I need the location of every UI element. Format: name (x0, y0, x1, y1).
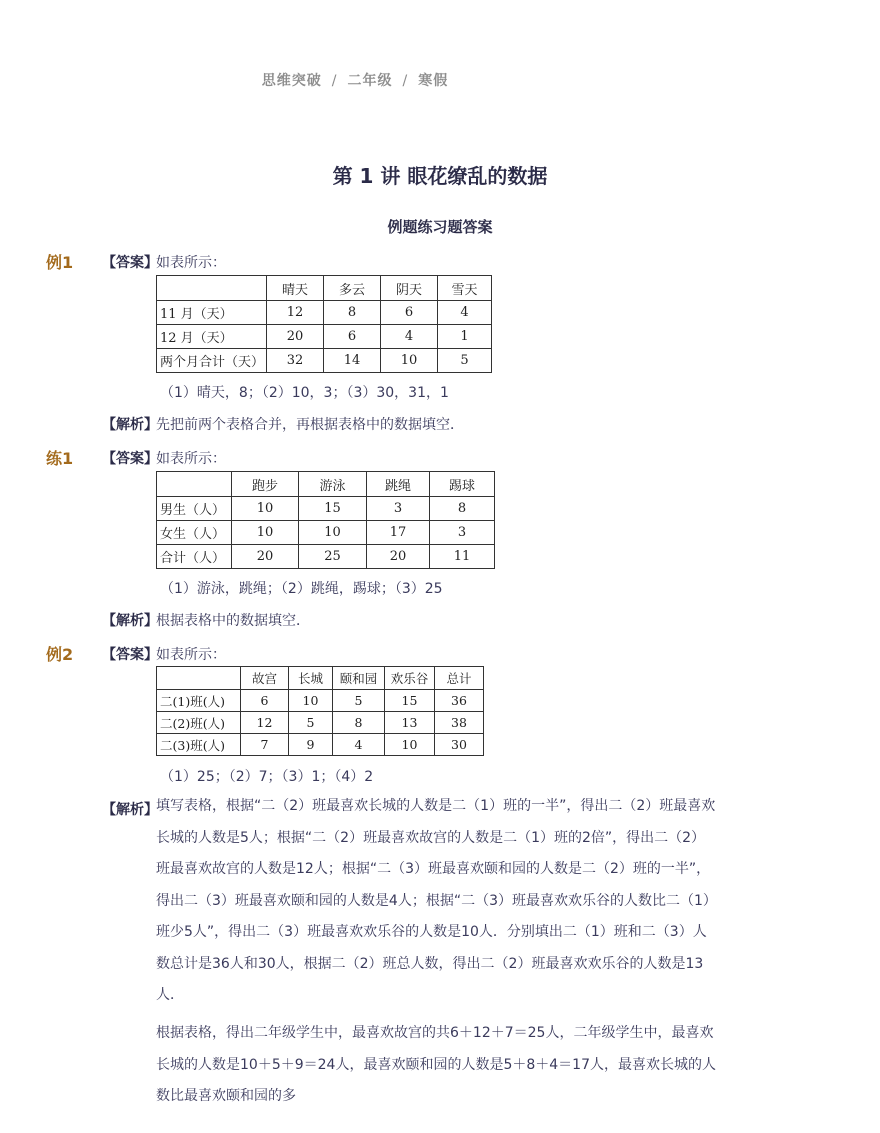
breadcrumb-separator: / (402, 73, 409, 89)
table-header-row (157, 472, 495, 497)
table-cell: 10 (289, 690, 333, 712)
table-header-cell: 颐和园 (333, 667, 385, 690)
analysis-paragraph-2: 根据表格，得出二年级学生中，最喜欢故宫的共6＋12＋7＝25人，二年级学生中，最喜欢长城的人数是10＋5＋9＝24人，最喜欢颐和园的人数是5＋8＋4＝17人，最喜欢长城的人数比最喜欢颐和园的多 (156, 1025, 716, 1104)
table-cell: 15 (385, 690, 435, 712)
table-row-head: 二(2)班(人) (157, 712, 241, 734)
table-header-cell: 跳绳 (367, 472, 430, 497)
table-row (157, 521, 495, 545)
table-row-head: 男生（人） (157, 497, 232, 521)
table-cell: 8 (324, 301, 381, 325)
answer-tag: 【答案】 (102, 647, 158, 663)
table-cell: 8 (333, 712, 385, 734)
table-cell: 10 (381, 349, 438, 373)
table-cell: 14 (324, 349, 381, 373)
table-row (157, 301, 492, 325)
table-cell: 25 (299, 545, 367, 569)
table-cell: 3 (367, 497, 430, 521)
table-row (157, 545, 495, 569)
table-header-cell: 阴天 (381, 276, 438, 301)
table-row (157, 712, 484, 734)
table-row (157, 497, 495, 521)
table-header-cell: 游泳 (299, 472, 367, 497)
table-row-head: 二(3)班(人) (157, 734, 241, 756)
answer-values: （1）游泳，跳绳；（2）跳绳，踢球；（3）25 (160, 581, 443, 597)
table-row (157, 325, 492, 349)
class-trip-table (156, 666, 484, 756)
table-header-cell: 总计 (435, 667, 484, 690)
table-header-cell: 多云 (324, 276, 381, 301)
table-row (157, 690, 484, 712)
answer-intro: 如表所示： (156, 647, 226, 663)
table-row-head: 12 月（天） (157, 325, 267, 349)
table-header-cell: 跑步 (232, 472, 299, 497)
breadcrumb-item: 思维突破 (261, 73, 322, 89)
breadcrumb-item: 寒假 (418, 73, 449, 89)
answer-values: （1）25；（2）7；（3）1；（4）2 (160, 769, 374, 785)
table-cell: 4 (438, 301, 492, 325)
table-cell: 17 (367, 521, 430, 545)
table-row (157, 734, 484, 756)
table-cell: 9 (289, 734, 333, 756)
table-cell: 20 (232, 545, 299, 569)
table-cell: 10 (232, 497, 299, 521)
table-header-cell: 晴天 (267, 276, 324, 301)
table-cell: 13 (385, 712, 435, 734)
page-title: 第 1 讲 眼花缭乱的数据 (332, 164, 548, 188)
table-cell: 30 (435, 734, 484, 756)
table-cell: 3 (430, 521, 495, 545)
analysis-paragraph-1: 填写表格，根据“二（2）班最喜欢长城的人数是二（1）班的一半”，得出二（2）班最喜欢长城的人数是5人；根据“二（2）班最喜欢故宫的人数是二（1）班的2倍”，得出二（2）班最喜欢故宫的人数是12人；根据“二（3）班最喜欢颐和园的人数是二（2）班的一半”，得出二（3）班最喜欢颐和园的人数是4人；根据“二（3）班最喜欢欢乐谷的人数比二（1）班少5人”，得出二（3）班最喜欢欢乐谷的人数是10人．分别填出二（1）班和二（3）人数总计是36人和30人，根据二（2）班总人数，得出二（2）班最喜欢欢乐谷的人数是13人． (156, 798, 716, 1003)
analysis-text: 根据表格中的数据填空． (156, 613, 310, 629)
table-cell: 10 (299, 521, 367, 545)
answer-intro: 如表所示： (156, 255, 226, 271)
table-cell: 6 (324, 325, 381, 349)
table-header-cell (157, 472, 232, 497)
table-cell: 1 (438, 325, 492, 349)
table-row (157, 349, 492, 373)
table-cell: 10 (232, 521, 299, 545)
table-header-row (157, 667, 484, 690)
answer-tag: 【答案】 (102, 451, 158, 467)
example-1-label: 例1 (46, 253, 74, 272)
analysis-tag: 【解析】 (102, 417, 158, 433)
table-row-head: 两个月合计（天） (157, 349, 267, 373)
table-cell: 11 (430, 545, 495, 569)
table-cell: 5 (438, 349, 492, 373)
table-header-cell (157, 276, 267, 301)
practice-1-label: 练1 (46, 449, 74, 468)
answer-intro: 如表所示： (156, 451, 226, 467)
table-cell: 5 (333, 690, 385, 712)
breadcrumb-separator: / (331, 73, 338, 89)
table-cell: 36 (435, 690, 484, 712)
table-cell: 7 (241, 734, 289, 756)
table-row-head: 合计（人） (157, 545, 232, 569)
table-cell: 8 (430, 497, 495, 521)
table-cell: 10 (385, 734, 435, 756)
table-header-cell: 踢球 (430, 472, 495, 497)
weather-table (156, 275, 492, 373)
table-cell: 20 (367, 545, 430, 569)
table-header-cell: 长城 (289, 667, 333, 690)
analysis-text: 先把前两个表格合并，再根据表格中的数据填空． (156, 417, 464, 433)
table-cell: 4 (381, 325, 438, 349)
table-header-row (157, 276, 492, 301)
table-header-cell: 故宫 (241, 667, 289, 690)
analysis-tag: 【解析】 (102, 613, 158, 629)
answer-tag: 【答案】 (102, 255, 158, 271)
table-cell: 15 (299, 497, 367, 521)
table-cell: 38 (435, 712, 484, 734)
table-header-cell (157, 667, 241, 690)
table-cell: 5 (289, 712, 333, 734)
sports-table (156, 471, 495, 569)
table-cell: 20 (267, 325, 324, 349)
table-cell: 6 (381, 301, 438, 325)
table-row-head: 11 月（天） (157, 301, 267, 325)
section-subtitle: 例题练习题答案 (387, 218, 493, 236)
table-cell: 32 (267, 349, 324, 373)
table-cell: 4 (333, 734, 385, 756)
example-2-label: 例2 (46, 645, 74, 664)
analysis-tag: 【解析】 (102, 802, 158, 818)
table-cell: 12 (241, 712, 289, 734)
table-cell: 6 (241, 690, 289, 712)
answer-values: （1）晴天，8；（2）10，3；（3）30，31，1 (160, 385, 449, 401)
breadcrumb-item: 二年级 (347, 73, 393, 89)
table-cell: 12 (267, 301, 324, 325)
table-header-cell: 欢乐谷 (385, 667, 435, 690)
table-row-head: 二(1)班(人) (157, 690, 241, 712)
breadcrumb (0, 70, 710, 90)
table-row-head: 女生（人） (157, 521, 232, 545)
table-header-cell: 雪天 (438, 276, 492, 301)
